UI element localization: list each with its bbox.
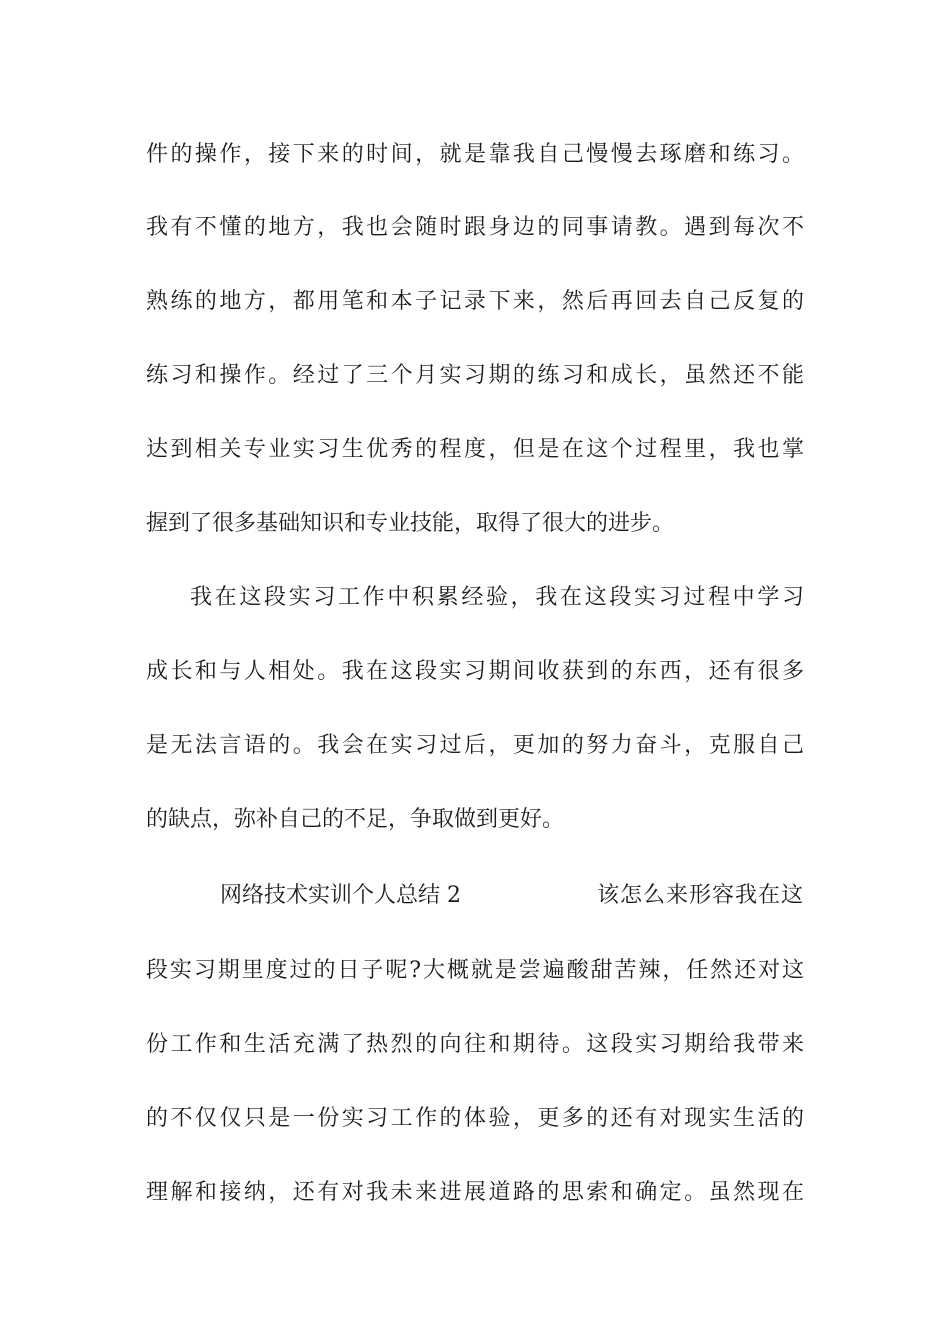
paragraph-1-line-6: 握到了很多基础知识和专业技能，取得了很大的进步。 bbox=[146, 511, 675, 536]
paragraph-3-line-2: 份工作和生活充满了热烈的向往和期待。这段实习期给我带来 bbox=[146, 1032, 804, 1057]
paragraph-1-line-5: 达到相关专业实习生优秀的程度，但是在这个过程里，我也掌 bbox=[146, 437, 804, 462]
section-intro-text: 该怎么来形容我在这 bbox=[596, 883, 804, 908]
paragraph-2-line-3: 是无法言语的。我会在实习过后，更加的努力奋斗，克服自己 bbox=[146, 733, 804, 758]
paragraph-2-line-4: 的缺点，弥补自己的不足，争取做到更好。 bbox=[146, 807, 565, 832]
paragraph-1-line-3: 熟练的地方，都用笔和本子记录下来，然后再回去自己反复的 bbox=[146, 289, 804, 314]
paragraph-1-line-2: 我有不懂的地方，我也会随时跟身边的同事请教。遇到每次不 bbox=[146, 215, 804, 240]
paragraph-2-line-1: 我在这段实习工作中积累经验，我在这段实习过程中学习 bbox=[190, 585, 804, 610]
paragraph-2-line-2: 成长和与人相处。我在这段实习期间收获到的东西，还有很多 bbox=[146, 659, 804, 684]
paragraph-3-line-4: 理解和接纳，还有对我未来进展道路的思索和确定。虽然现在 bbox=[146, 1180, 804, 1205]
paragraph-3-line-1: 段实习期里度过的日子呢?大概就是尝遍酸甜苦辣，任然还对这 bbox=[146, 958, 804, 983]
paragraph-1-line-4: 练习和操作。经过了三个月实习期的练习和成长，虽然还不能 bbox=[146, 363, 804, 388]
section-title: 网络技术实训个人总结 2 bbox=[220, 883, 461, 908]
paragraph-1-line-1: 件的操作，接下来的时间，就是靠我自己慢慢去琢磨和练习。 bbox=[146, 142, 804, 167]
section-heading-line bbox=[146, 882, 804, 910]
paragraph-3-line-3: 的不仅仅只是一份实习工作的体验，更多的还有对现实生活的 bbox=[146, 1106, 804, 1131]
